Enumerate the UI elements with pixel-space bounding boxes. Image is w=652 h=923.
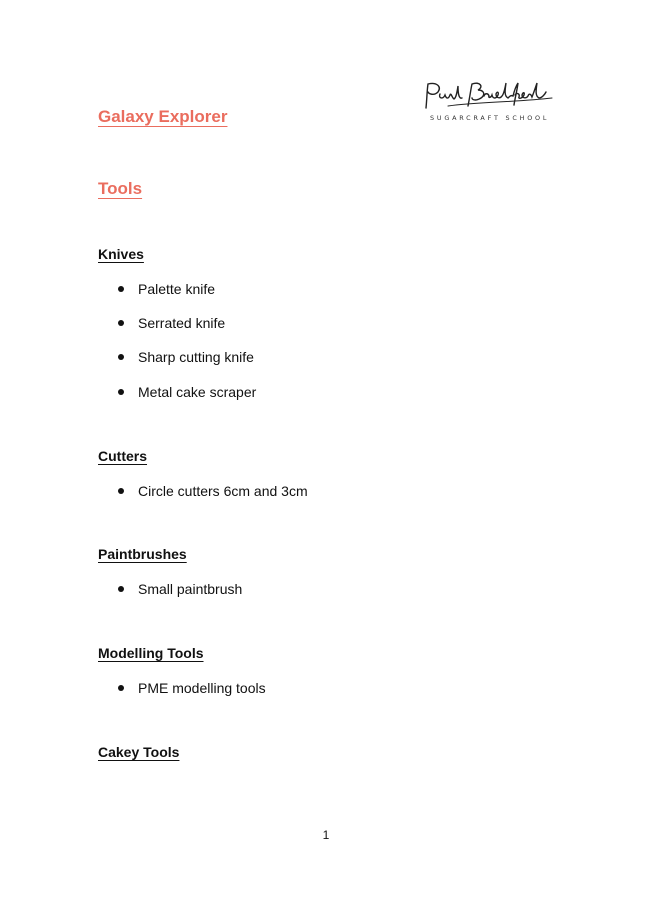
list-item: Metal cake scraper: [118, 384, 256, 400]
bullet-icon: [118, 354, 124, 360]
bullet-icon: [118, 586, 124, 592]
bullet-icon: [118, 320, 124, 326]
group-heading-paintbrushes: Paintbrushes: [98, 546, 187, 562]
group-heading-cakey-tools: Cakey Tools: [98, 744, 180, 760]
list-item: Small paintbrush: [118, 581, 242, 597]
list-item: Circle cutters 6cm and 3cm: [118, 483, 308, 499]
document-title: Galaxy Explorer: [98, 107, 228, 126]
section-title: Tools: [98, 179, 143, 198]
bullet-icon: [118, 685, 124, 691]
group-heading-knives: Knives: [98, 246, 144, 262]
page-number: 1: [322, 828, 330, 842]
signature-graphic: [418, 78, 558, 114]
list-item: Serrated knife: [118, 315, 225, 331]
bullet-icon: [118, 286, 124, 292]
list-item: Palette knife: [118, 281, 215, 297]
bullet-icon: [118, 389, 124, 395]
bullet-icon: [118, 488, 124, 494]
school-logo: [418, 78, 558, 128]
logo-tagline: SUGARCRAFT SCHOOL: [430, 114, 550, 122]
group-heading-modelling-tools: Modelling Tools: [98, 645, 204, 661]
group-heading-cutters: Cutters: [98, 448, 148, 464]
list-item: PME modelling tools: [118, 680, 266, 696]
list-item: Sharp cutting knife: [118, 349, 254, 365]
